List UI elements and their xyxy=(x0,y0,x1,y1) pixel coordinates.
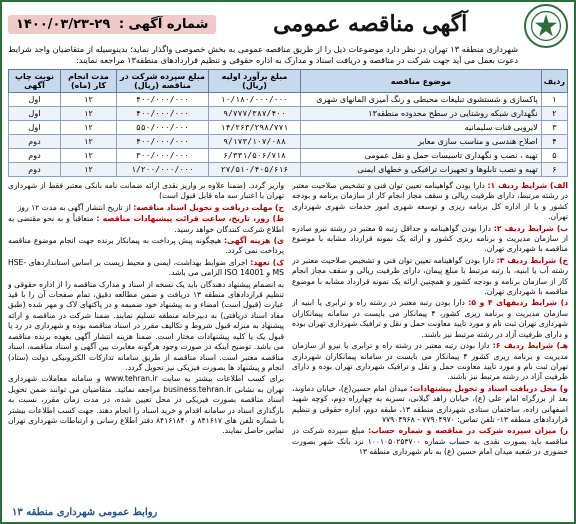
table-cell: ۱۲ xyxy=(61,107,117,121)
condition-text: دارا بودن گواهینامه تعیین توان فنی و تشخیص صلاحیت معتبر در رشته مرتبط، دارای ظرفیت ریالی و سقف مجاز انجام کار از سازمان برنامه و بودجه کشور و یا از اداره کل برنامه ریزی و توسعه شهری امور خدمات شهری شهرداری تهران. xyxy=(292,181,568,222)
table-cell: تهیه و نصب تابلوها و تجهیزات ترافیکی و خطهای ایمنی xyxy=(301,163,542,177)
condition-label: د) شرایط ردیفهای ۴ و ۵: xyxy=(468,298,568,308)
table-cell: ۱۲ xyxy=(61,163,117,177)
condition-label: ک) تعهد: xyxy=(250,257,284,267)
table-cell: ۵۵۰/۰۰۰/۰۰۰ xyxy=(117,121,209,135)
condition-text: مبلغ سپرده شرکت در مناقصه باید بصورت نقدی به حساب شماره ۱۰۰۱۰۵۰۲۵۳۷۰۰ نزد بانک شهر بصورت حضوری در شعبه میدان امام حسین (ع) به نام شهرداری منطقه ۱۳ xyxy=(292,426,568,457)
table-row xyxy=(9,107,568,121)
condition-text: دارا بودن گواهینامه تعیین توان فنی و تشخیص صلاحیت معتبر در رشته آب یا ابنیه، با رتبه مرتبط با مبلغ پیمان، دارای ظرفیت ریالی و سقف مجاز انجام کار از سازمان برنامه و بودجه کشور و همچنین ارائه یک نمونه قرارداد مشابه با موضوع مناقصه با شهرداری تهران. xyxy=(292,255,568,297)
table-cell: ۳ xyxy=(541,121,567,135)
table-cell: ۱۰/۱۸۰/۰۰۰/۰۰۰ xyxy=(209,93,301,107)
condition-paragraph xyxy=(292,298,568,340)
table-cell: دوم xyxy=(9,163,61,177)
table-cell: پاکسازی و شستشوی تبلیغات محیطی و رنگ آمیزی المانهای شهری xyxy=(301,93,542,107)
table-row xyxy=(9,121,568,135)
conditions-right-column xyxy=(292,181,568,516)
table-row xyxy=(9,163,568,177)
table-cell: ۴۰۰/۰۰۰/۰۰۰ xyxy=(117,135,209,149)
col-header: موضوع مناقصه xyxy=(301,70,542,93)
table-row xyxy=(9,135,568,149)
ad-number-label: شماره آگهی : xyxy=(118,16,209,32)
table-cell: نگهداری شبکه روشنایی در سطح محدوده منطقه۱۳ xyxy=(301,107,542,121)
condition-label: ی) هزینه آگهی: xyxy=(224,236,284,246)
condition-paragraph xyxy=(8,181,284,202)
table-cell: ۱۲ xyxy=(61,149,117,163)
condition-paragraph xyxy=(8,280,284,374)
table-cell: ۱۲ xyxy=(61,93,117,107)
condition-paragraph xyxy=(292,341,568,383)
condition-text: برای کسب اطلاعات بیشتر به سایت www.tehran.ir و سامانه معاملات شهرداری تهران به نشانی business.tehran.ir مراجعه نمائید. متقاضیان می توانند ضمن تحویل اسناد مناقصه بصورت فیزیکی در محل تعیین شده، در مدت زمان مقرر، نسبت به بارگذاری اسناد در سامانه اقدام و خرید اسناد را انجام دهند. جهت کسب اطلاعات بیشتر با شماره تلفن های ۸۴۱۶۱۷ و ۸۴۱۶۱۸۴۰ دفتر اطلاع رسانی و ارتباطات شهرداری تهران تماس حاصل نمایند. xyxy=(8,374,284,436)
ad-number xyxy=(8,15,216,34)
condition-paragraph xyxy=(292,426,568,457)
table-cell: تهیه ، نصب و نگهداری تاسیسات حمل و نقل عمومی xyxy=(301,149,542,163)
notice-header xyxy=(8,6,568,42)
table-row xyxy=(9,93,568,107)
table-cell: دوم xyxy=(9,149,61,163)
table-cell: ۴۰۰/۰۰۰/۰۰۰ xyxy=(117,107,209,121)
table-cell: ۱۴/۲۶۳/۲۹۸/۷۷۱ xyxy=(209,121,301,135)
condition-paragraph xyxy=(292,256,568,298)
notice-title: آگهی مناقصه عمومی xyxy=(273,11,468,37)
ad-number-value: ۲۹-۱۴۰۰/۰۳/۲۳ xyxy=(16,16,111,32)
col-header: مبلغ برآورد اولیه (ریال) xyxy=(209,70,301,93)
condition-paragraph xyxy=(8,374,284,436)
condition-paragraph xyxy=(8,203,284,213)
table-cell: ۱۲ xyxy=(61,121,117,135)
condition-label: ب) شرایط ردیف ۲: xyxy=(493,223,568,233)
condition-label: ح) مهلت دریافت و تحویل اسناد مناقصه: xyxy=(133,202,284,212)
table-cell: ۶/۳۳۱/۵۰۶/۷۱۸ xyxy=(209,149,301,163)
table-cell: لایروبی قنات سلیمانیه xyxy=(301,121,542,135)
condition-text: واریز گردد. (ضمنا علاوه بر واریز نقدی ارائه ضمانت نامه بانکی معتبر فقط از شهرداری تهران با اعتبار سه ماه قابل قبول است) xyxy=(8,181,284,201)
condition-label: ط) روز، تاریخ، ساعت قرائت پیشنهادات مناقصه : xyxy=(96,214,284,224)
condition-paragraph xyxy=(292,224,568,255)
intro-paragraph: شهرداری منطقه ۱۳ تهران در نظر دارد موضوعات ذیل را از طریق مناقصه عمومی به بخش خصوصی واگذار نماید؛ بدینوسیله از متقاضیان واجد شرایط دعوت بعمل می آید جهت شرکت در مناقصه و دریافت اسناد و مدارک به اداره حقوقی و تنظیم قراردادهای منطقه۱۳ مراجعه نمایند: xyxy=(8,44,518,65)
condition-label: هـ) شرایط ردیف ۶: xyxy=(492,341,568,351)
table-cell: ۱ xyxy=(541,93,567,107)
table-cell: ۱۲ xyxy=(61,135,117,149)
condition-text: دارا بودن رتبه معتبر در رشته راه و ترابری یا نیرو از سازمان مدیریت و برنامه ریزی کشور ۴ پیمانکار می بایست در سامانه پیمانکاران شهرداری تهران ثبت نام و مورد تایید معاونت حمل و نقل و ترافیک شهرداری تهران بوده و دارای ظرفیت آزاد در رشته مرتبط نیز باشند. xyxy=(292,341,568,382)
table-cell: ۲ xyxy=(541,107,567,121)
condition-paragraph xyxy=(292,384,568,426)
table-cell: ۲۷/۵۱۰/۴۰۵/۶۱۶ xyxy=(209,163,301,177)
table-cell: ۶ xyxy=(541,163,567,177)
condition-label: ز) میزان سپرده شرکت در مناقصه و شماره حساب: xyxy=(368,426,568,436)
conditions-columns xyxy=(8,181,568,516)
table-cell: ۳۰۰/۰۰۰/۰۰۰ xyxy=(117,149,209,163)
condition-text: میدان امام حسین(ع)، خیابان دماوند، بعد از بزرگراه امام علی (ع)، خیابان زاهد گیلانی، تسریه به چهارراه دوم، کوچه شهید اصفهانی زاده، ساختمان ستادی شهرداری منطقه ۱۳، طبقه دوم، اداره حقوقی و تنظیم قراردادهای منطقه ۱۳- تلفن تماس: ۷۷۹۰۴۹۷۰ - ۷۷۹۰۴۹۶۸ xyxy=(292,383,568,424)
municipality-emblem-icon xyxy=(524,4,568,48)
table-cell: ۹/۷۷۷/۳۸۷/۴۰۰ xyxy=(209,107,301,121)
table-header-row xyxy=(9,70,568,93)
condition-text: اجرای ضوابط بهداشت، ایمنی و محیط زیست بر اساس استانداردهای HSE-MS و ISO 14001 الزامی می باشد. xyxy=(8,257,284,278)
table-cell: ۹/۱۷۳/۱۰۷/۰۸۸ xyxy=(209,135,301,149)
condition-text: هیچگونه پیش پرداخت به پیمانکار برنده جهت انجام موضوع مناقصه پرداخت نمی گردد. xyxy=(8,236,284,256)
col-header: نوبت چاپ آگهی xyxy=(9,70,61,93)
table-cell: ۵ xyxy=(541,149,567,163)
condition-text: از تاریخ انتشار آگهی به مدت ۱۲ روز xyxy=(17,202,131,212)
condition-text: دارا بودن رتبه معتبر در رشته راه و ترابری یا ابنیه از سازمان مدیریت و برنامه ریزی کشور، ۴ پیمانکار می بایست در سامانه پیمانکاران شهرداری تهران ثبت نام و مورد تایید معاونت حمل و نقل و ترافیک شهرداری تهران بوده و دارای ظرفیت آزاد در رشته مرتبط نیز باشند. xyxy=(292,298,568,339)
condition-text: متعاقباً و به نحو مقتضی به اطلاع شرکت کنندگان خواهد رسید. xyxy=(8,214,284,234)
public-relations-signature: روابط عمومی شهرداری منطقه ۱۳ xyxy=(12,507,158,518)
col-header: ردیف xyxy=(541,70,567,93)
conditions-left-column xyxy=(8,181,284,516)
condition-paragraph xyxy=(8,236,284,257)
table-cell: ۱/۲۰۰/۰۰۰/۰۰۰ xyxy=(117,163,209,177)
condition-paragraph xyxy=(292,181,568,223)
table-cell: اول xyxy=(9,93,61,107)
tender-table xyxy=(8,69,568,177)
table-cell: اول xyxy=(9,121,61,135)
table-cell: ۴۰۰/۰۰۰/۰۰۰ xyxy=(117,93,209,107)
condition-paragraph xyxy=(8,258,284,279)
col-header: مدت انجام کار (ماه) xyxy=(61,70,117,93)
condition-label: ج) شرایط ردیف ۳: xyxy=(496,255,568,265)
table-cell: ۴ xyxy=(541,135,567,149)
condition-text: دارا بودن گواهینامه و حداقل رتبه ۵ معتبر در رشته نیرو صادره از سازمان مدیریت و برنامه ریزی کشور و ارائه یک نمونه قرارداد مشابه با موضوع مناقصه با شهرداری تهران. xyxy=(292,223,568,254)
table-cell: دوم xyxy=(9,135,61,149)
table-cell: اصلاح هندسی و مناسب سازی معابر xyxy=(301,135,542,149)
condition-paragraph xyxy=(8,214,284,235)
condition-text: به انضمام پیشنهاد دهندگان باید یک نسخه از اسناد و مدارک مناقصه را از اداره حقوقی و تنظیم قراردادهای منطقه ۱۳ دریافت و ضمن مطالعه دقیق، تمام صفحات آن را با قید عبارت (قبول است) امضاء و به پیشنهاد خود ضمیمه و در پاکتهای لاک و مهر شده (طبق مفاد اسناد دریافتی) به دبیرخانه منطقه تسلیم نمایند. ضمنا شرکت در مناقصه و ارائه پیشنهاد به منزله قبول شروط و تکالیف مقرر در اسناد مناقصه بوده و شهرداری در رد یا قبول یک یا کلیه پیشنهادات مختار است. ضمنا هزینه انتشار آگهی بعهده برنده مناقصه می باشد. توضیح اینکه در صورت وجود هرگونه مغایرت بین آگهی و اسناد مناقصه، اسناد مناقصه معتبر است. اسناد مناقصه از طریق سامانه تدارکات الکترونیکی دولت (ستاد) انجام و پیشنهاد ها بصورت فیزیکی نیز تحویل گردد. xyxy=(8,279,284,372)
col-header: مبلغ سپرده شرکت در مناقصه (ریال) xyxy=(117,70,209,93)
table-row xyxy=(9,149,568,163)
table-cell: اول xyxy=(9,107,61,121)
condition-label: الف) شرایط ردیف ۱: xyxy=(487,181,568,190)
condition-label: و) محل دریافت اسناد و تحویل پیشنهادات: xyxy=(409,383,568,393)
